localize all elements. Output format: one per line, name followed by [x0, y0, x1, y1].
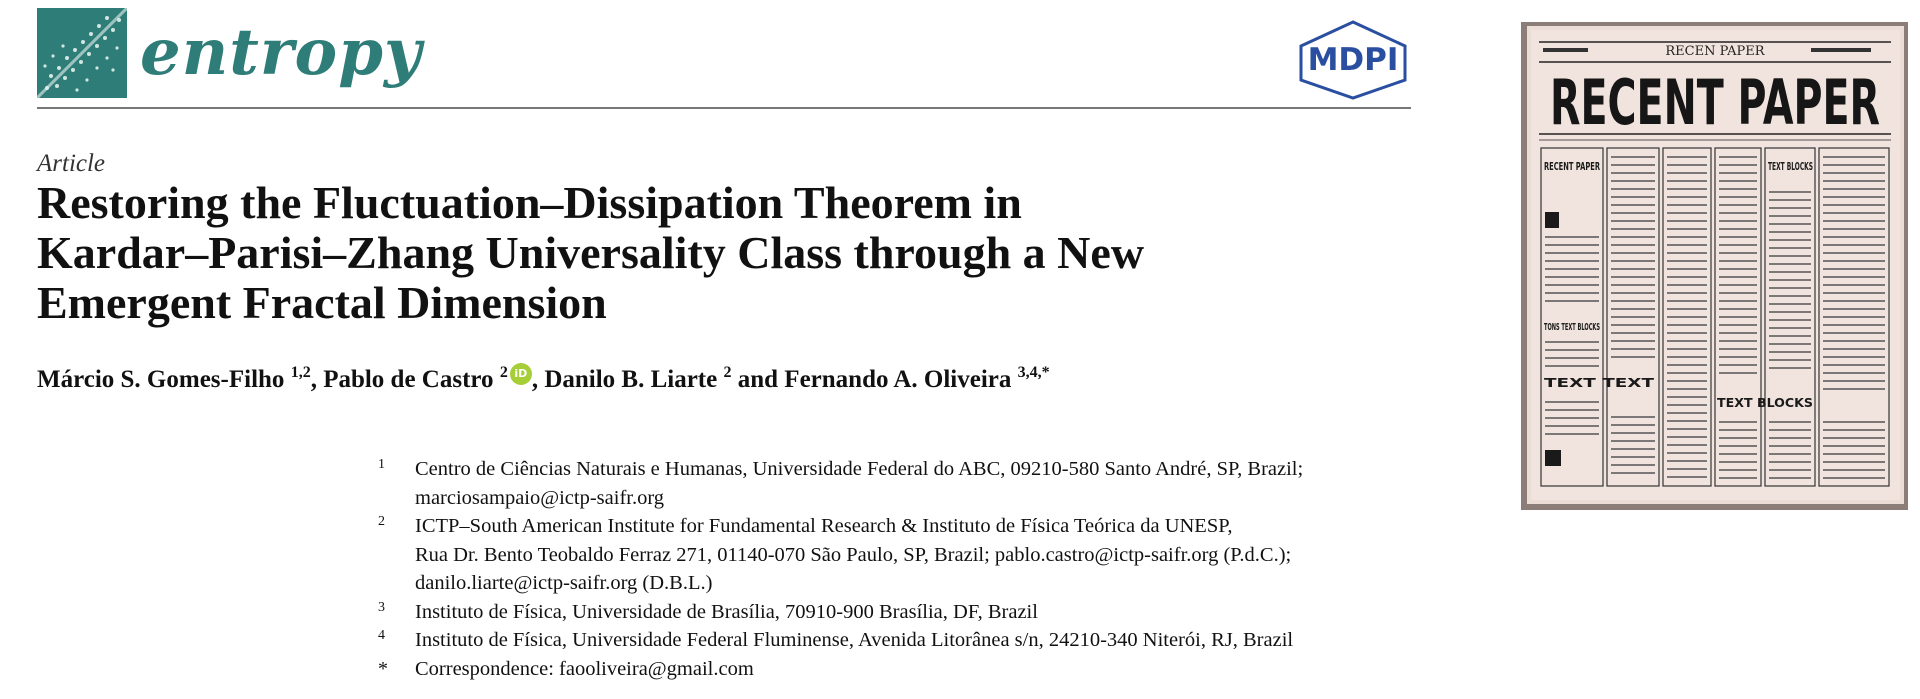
publisher-name: MDPI: [1307, 42, 1399, 78]
affiliation-line: Instituto de Física, Universidade Federal Fluminense, Avenida Litorânea s/n, 24210-340 Niterói, RJ, Brazil: [415, 629, 1294, 651]
journal-name: entropy: [140, 15, 423, 90]
affiliation-line: Centro de Ciências Naturais e Humanas, Universidade Federal do ABC, 09210-580 Santo André, SP, Brazil;: [415, 458, 1304, 480]
author-name[interactable]: Danilo B. Liarte: [544, 366, 718, 393]
author-name[interactable]: Fernando A. Oliveira: [784, 366, 1012, 393]
affiliation-list: [378, 455, 1418, 683]
affiliation-marker: 1: [378, 457, 385, 472]
author-affiliation-ref: 2: [723, 364, 732, 381]
affiliation-item: [378, 512, 1418, 598]
affiliation-item: [378, 455, 1418, 512]
orcid-icon[interactable]: iD: [510, 363, 532, 385]
author-affiliation-ref: 1,2: [290, 364, 311, 381]
affiliation-line: Instituto de Física, Universidade de Brasília, 70910-900 Brasília, DF, Brazil: [415, 600, 1038, 623]
affiliation-line: ICTP–South American Institute for Fundamental Research & Instituto de Física Teórica da UNESP,: [415, 515, 1233, 537]
author-affiliation-ref: 2: [499, 364, 508, 381]
author-separator: and: [731, 366, 785, 393]
affiliation-line: Rua Dr. Bento Teobaldo Ferraz 271, 01140-070 São Paulo, SP, Brazil; pablo.castro@ictp-saifr.org (P.d.C.);: [415, 543, 1292, 566]
affiliation-item: [378, 626, 1418, 655]
affiliation-item: [378, 598, 1418, 627]
author-list: [37, 363, 1050, 394]
correspondence-item: [378, 655, 1418, 684]
thumbnail-block-label: TONS TEXT BLOCKS: [1544, 322, 1600, 333]
thumbnail-block-label: RECENT PAPER: [1544, 160, 1601, 173]
affiliation-marker: 3: [378, 599, 385, 615]
correspondence-line[interactable]: Correspondence: faooliveira@gmail.com: [415, 657, 754, 680]
article-title: [37, 178, 1337, 328]
affiliation-line: danilo.liarte@ictp-saifr.org (D.B.L.): [415, 572, 713, 594]
article-title-line: Restoring the Fluctuation–Dissipation Theorem in: [37, 177, 1022, 228]
journal-logo: [37, 8, 127, 98]
author-separator: ,: [531, 366, 545, 393]
author-name[interactable]: Pablo de Castro: [323, 366, 494, 393]
thumbnail-masthead: RECENT PAPER: [1550, 66, 1880, 139]
header-rule: [37, 107, 1411, 109]
thumbnail-block-label: TEXT TEXT: [1544, 376, 1656, 390]
article-title-line: Emergent Fractal Dimension: [37, 277, 607, 328]
thumbnail-block-label: TEXT BLOCKS: [1768, 160, 1814, 173]
thumbnail-block-label: TEXT BLOCKS: [1717, 396, 1813, 410]
correspondence-marker: *: [378, 657, 388, 680]
affiliation-email[interactable]: marciosampaio@ictp-saifr.org: [415, 486, 665, 509]
thumbnail-top-strip: RECEN PAPER: [1665, 44, 1765, 59]
affiliation-marker: 2: [378, 514, 385, 529]
author-affiliation-ref: 3,4,*: [1017, 364, 1050, 381]
recent-paper-thumbnail: [1521, 22, 1908, 510]
affiliation-marker: 4: [378, 628, 385, 643]
author-name[interactable]: Márcio S. Gomes-Filho: [37, 366, 285, 393]
article-title-line: Kardar–Parisi–Zhang Universality Class through a New: [37, 227, 1145, 278]
author-separator: ,: [310, 366, 324, 393]
article-type: Article: [37, 150, 106, 177]
publisher-logo: [1295, 20, 1411, 100]
